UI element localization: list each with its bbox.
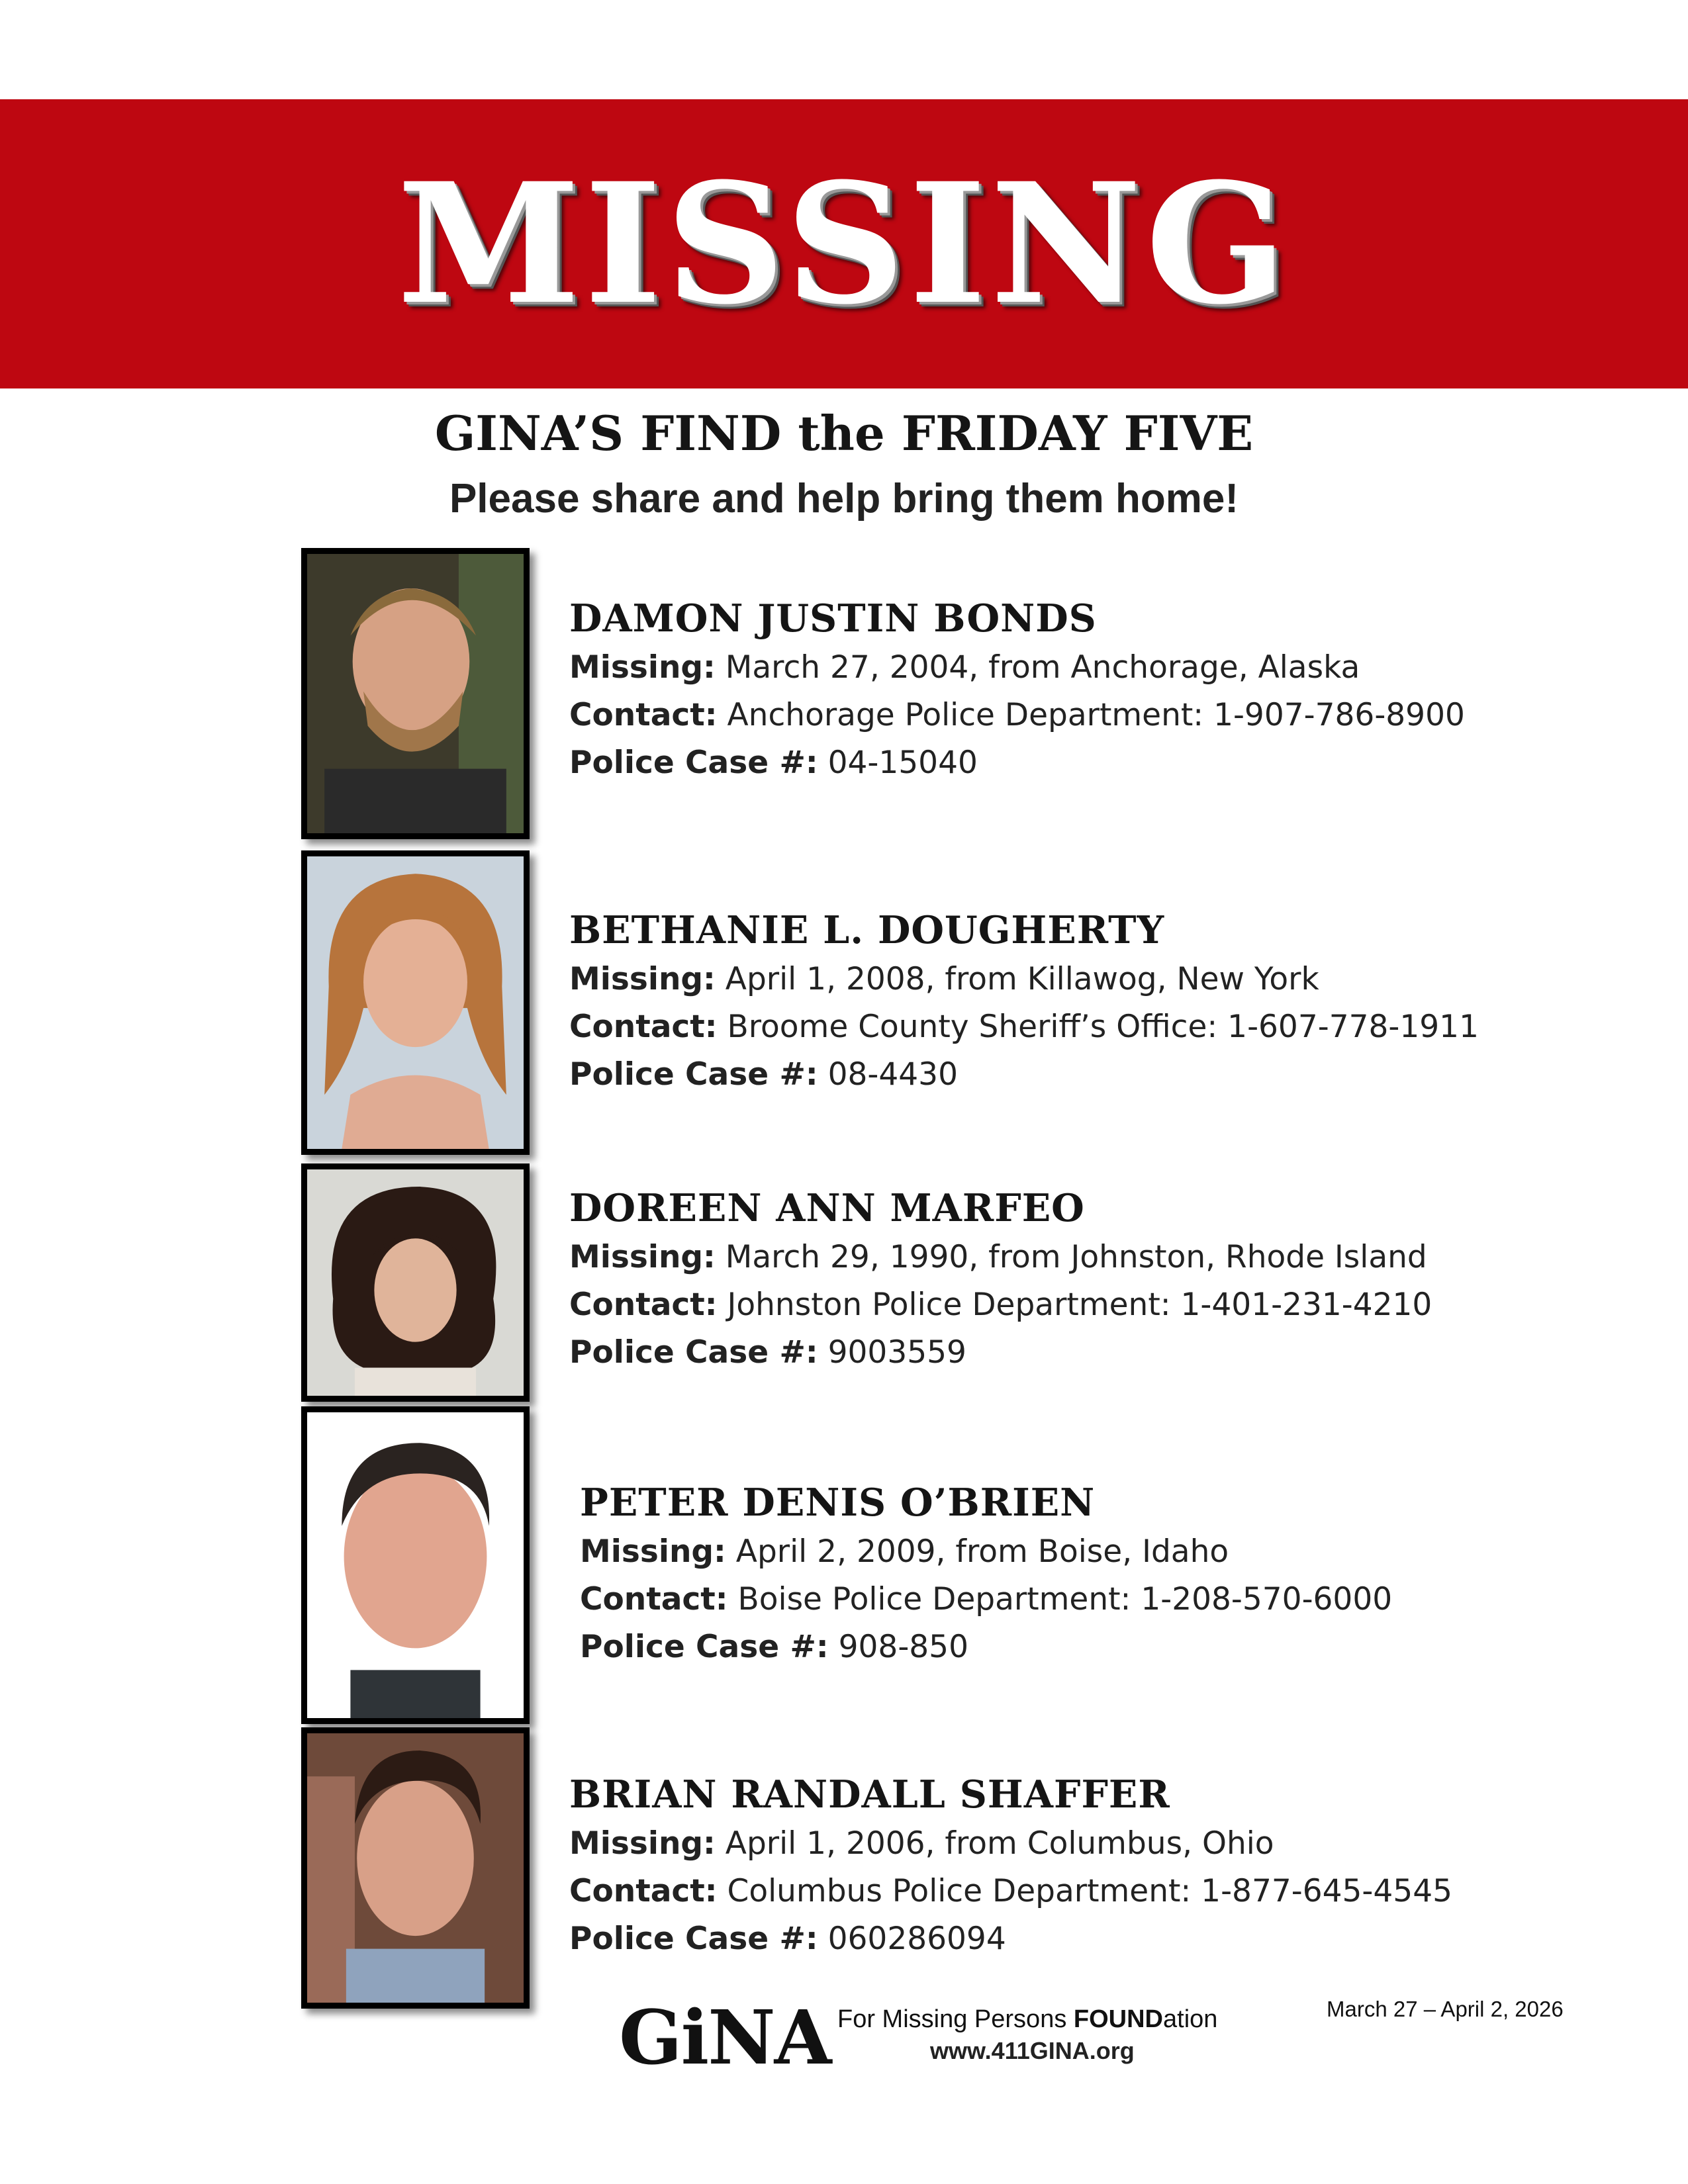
logo-tagline — [837, 2005, 1217, 2034]
contact-value: Anchorage Police Department: 1-907-786-8900 — [727, 697, 1465, 733]
photo-doreen-marfeo — [301, 1163, 530, 1402]
contact-label: Contact: — [569, 1873, 718, 1909]
photo-peter-obrien — [301, 1406, 530, 1724]
missing-value: April 1, 2006, from Columbus, Ohio — [725, 1825, 1274, 1862]
missing-value: April 2, 2009, from Boise, Idaho — [735, 1533, 1229, 1570]
logo-website: www.411GINA.org — [930, 2037, 1135, 2064]
missing-banner — [0, 99, 1688, 388]
missing-label: Missing: — [569, 649, 716, 686]
contact-value: Broome County Sheriff’s Office: 1-607-778-1911 — [727, 1009, 1479, 1045]
contact-label: Contact: — [569, 697, 718, 733]
person-entry — [580, 1478, 1639, 1671]
person-entry — [569, 594, 1628, 787]
missing-line — [569, 1234, 1628, 1281]
missing-label: Missing: — [580, 1533, 726, 1570]
contact-line — [580, 1576, 1639, 1623]
logo-tagline-suffix: ation — [1163, 2005, 1218, 2033]
photo-damon-bonds — [301, 548, 530, 839]
contact-value: Columbus Police Department: 1-877-645-4545 — [727, 1873, 1452, 1909]
missing-line — [569, 956, 1628, 1003]
person-name: PETER DENIS O’BRIEN — [580, 1480, 1096, 1525]
contact-line — [569, 1868, 1628, 1915]
contact-label: Contact: — [580, 1581, 728, 1617]
gina-foundation-logo — [619, 1995, 1218, 2081]
case-line — [569, 1329, 1628, 1377]
person-name: DAMON JUSTIN BONDS — [569, 596, 1097, 641]
case-line — [569, 1051, 1628, 1099]
person-name: BETHANIE L. DOUGHERTY — [569, 908, 1165, 952]
missing-value: March 27, 2004, from Anchorage, Alaska — [725, 649, 1360, 686]
missing-line — [569, 644, 1628, 692]
person-entry — [569, 1183, 1628, 1377]
banner-title: MISSING — [397, 146, 1291, 341]
case-line — [569, 739, 1628, 787]
person-name: BRIAN RANDALL SHAFFER — [569, 1772, 1170, 1817]
case-value: 060286094 — [827, 1921, 1006, 1957]
photo-bethanie-dougherty — [301, 850, 530, 1155]
missing-label: Missing: — [569, 1825, 716, 1862]
missing-label: Missing: — [569, 1239, 716, 1275]
date-range: March 27 – April 2, 2026 — [1327, 1997, 1564, 2021]
case-value: 04-15040 — [827, 745, 978, 781]
case-line — [580, 1623, 1639, 1671]
contact-label: Contact: — [569, 1009, 718, 1045]
case-value: 08-4430 — [827, 1056, 958, 1093]
contact-line — [569, 1003, 1628, 1051]
logo-tagline-bold: FOUND — [1073, 2005, 1163, 2033]
contact-value: Boise Police Department: 1-208-570-6000 — [737, 1581, 1393, 1617]
missing-value: March 29, 1990, from Johnston, Rhode Island — [725, 1239, 1427, 1275]
logo-tagline-prefix: For Missing Persons — [837, 2005, 1074, 2033]
case-value: 908-850 — [838, 1629, 968, 1665]
person-entry — [569, 1770, 1628, 1963]
case-line — [569, 1915, 1628, 1963]
case-label: Police Case #: — [569, 1921, 818, 1957]
case-label: Police Case #: — [580, 1629, 829, 1665]
subtitle: GINA’S FIND the FRIDAY FIVE — [434, 405, 1254, 461]
case-value: 9003559 — [827, 1334, 966, 1371]
contact-value: Johnston Police Department: 1-401-231-4210 — [727, 1287, 1432, 1323]
logo-wordmark: GiNA — [619, 1995, 831, 2081]
person-name: DOREEN ANN MARFEO — [569, 1186, 1085, 1230]
contact-label: Contact: — [569, 1287, 718, 1323]
case-label: Police Case #: — [569, 1334, 818, 1371]
contact-line — [569, 1281, 1628, 1329]
case-label: Police Case #: — [569, 745, 818, 781]
missing-value: April 1, 2008, from Killawog, New York — [725, 961, 1319, 997]
contact-line — [569, 692, 1628, 739]
missing-line — [569, 1820, 1628, 1868]
missing-label: Missing: — [569, 961, 716, 997]
photo-brian-shaffer — [301, 1727, 530, 2009]
tagline: Please share and help bring them home! — [449, 476, 1239, 522]
person-entry — [569, 905, 1628, 1099]
case-label: Police Case #: — [569, 1056, 818, 1093]
missing-line — [580, 1528, 1639, 1576]
